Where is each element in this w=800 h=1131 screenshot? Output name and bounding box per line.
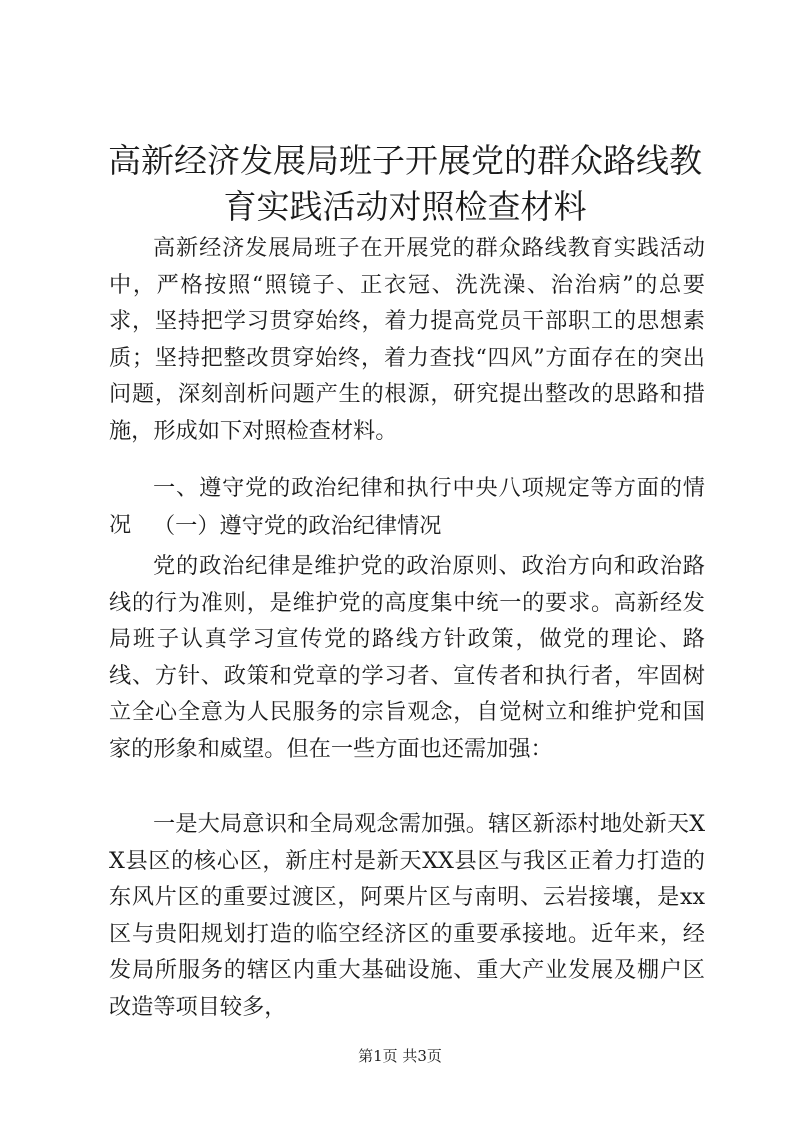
subsection-heading: （一）遵守党的政治纪律情况	[153, 513, 442, 539]
section-heading: 一、遵守党的政治纪律和执行中央八项规定等方面的情况	[109, 475, 705, 538]
paragraph-political-discipline: 党的政治纪律是维护党的政治原则、政治方向和政治路线的行为准则，是维护党的高度集中统一的要求。高新经发局班子认真学习宣传党的路线方针政策，做党的理论、路线、方针、政策和党章的学习者、宣传者和执行者，牢固树立全心全意为人民服务的宗旨观念，自觉树立和维护党和国家的形象和威望。但在一些方面也还需加强：	[109, 553, 705, 762]
paragraph-intro: 高新经济发展局班子在开展党的群众路线教育实践活动中，严格按照“照镜子、正衣冠、洗洗澡、治治病”的总要求，坚持把学习贯穿始终，着力提高党员干部职工的思想素质；坚持把整改贯穿始终，着力查找“四风”方面存在的突出问题，深刻剖析问题产生的根源，研究提出整改的思路和措施，形成如下对照检查材料。	[109, 235, 705, 444]
document-title: 高新经济发展局班子开展党的群众路线教育实践活动对照检查材料	[108, 141, 702, 226]
paragraph-overall-view: 一是大局意识和全局观念需加强。辖区新添村地处新天XX县区的核心区，新庄村是新天XX县区与我区正着力打造的东风片区的重要过渡区，阿栗片区与南明、云岩接壤，是xx区与贵阳规划打造的临空经济区的重要承接地。近年来，经发局所服务的辖区内重大基础设施、重大产业发展及棚户区改造等项目较多，	[109, 811, 705, 1020]
page-footer: 第1页 共3页	[358, 1047, 442, 1065]
